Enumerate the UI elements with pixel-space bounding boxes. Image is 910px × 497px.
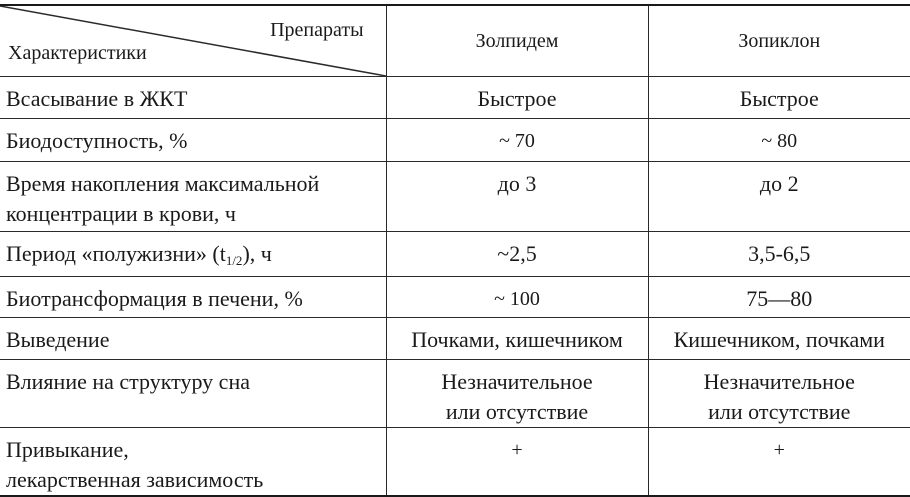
table-row: [0, 119, 910, 162]
zopiclone-value: ~ 80: [648, 119, 910, 162]
table-row: [0, 277, 910, 318]
row-label: [0, 428, 386, 497]
diagonal-header-cell: [0, 5, 386, 77]
table-row: [0, 428, 910, 497]
value-line: или отсутствие: [649, 397, 910, 427]
zopiclone-value: [648, 360, 910, 428]
comparison-table: [0, 4, 910, 497]
zolpidem-value: ~ 70: [386, 119, 648, 162]
row-label: [0, 232, 386, 277]
row-label: Биотрансформация в печени, %: [0, 277, 386, 318]
zopiclone-value: Быстрое: [648, 77, 910, 119]
value-line: Незначительное: [649, 367, 910, 397]
table-row: [0, 232, 910, 277]
table-row: [0, 162, 910, 232]
zolpidem-value: до 3: [386, 162, 648, 232]
column-header-zolpidem: Золпидем: [386, 5, 648, 77]
drugs-header-label: Препараты: [270, 15, 363, 45]
characteristics-header-label: Характеристики: [8, 38, 147, 68]
zopiclone-value: 3,5-6,5: [648, 232, 910, 277]
row-label: Всасывание в ЖКТ: [0, 77, 386, 119]
table-row: [0, 318, 910, 360]
row-label: Биодоступность, %: [0, 119, 386, 162]
row-label-line: концентрации в крови, ч: [6, 199, 386, 229]
zolpidem-value: ~ 100: [386, 277, 648, 318]
column-header-zopiclone: Зопиклон: [648, 5, 910, 77]
table-header-row: [0, 5, 910, 77]
zolpidem-value: [386, 360, 648, 428]
half-life-subscript: 1/2: [226, 253, 243, 268]
row-label-line: Время накопления максимальной: [6, 169, 386, 199]
row-label-line: лекарственная зависимость: [6, 465, 386, 495]
zopiclone-value: Кишечником, почками: [648, 318, 910, 360]
row-label-line: Привыкание,: [6, 435, 386, 465]
row-label-text: Период «полужизни» (t: [6, 241, 226, 266]
zopiclone-value: 75—80: [648, 277, 910, 318]
row-label: Влияние на структуру сна: [0, 360, 386, 428]
row-label: [0, 162, 386, 232]
row-label-text: ), ч: [242, 241, 271, 266]
value-line: Незначительное: [387, 367, 648, 397]
zolpidem-value: Почками, кишечником: [386, 318, 648, 360]
zolpidem-value: Быстрое: [386, 77, 648, 119]
row-label: Выведение: [0, 318, 386, 360]
value-line: или отсутствие: [387, 397, 648, 427]
zolpidem-value: +: [386, 428, 648, 497]
zopiclone-value: до 2: [648, 162, 910, 232]
zopiclone-value: +: [648, 428, 910, 497]
zolpidem-value: ~2,5: [386, 232, 648, 277]
table-row: [0, 360, 910, 428]
table-row: [0, 77, 910, 119]
